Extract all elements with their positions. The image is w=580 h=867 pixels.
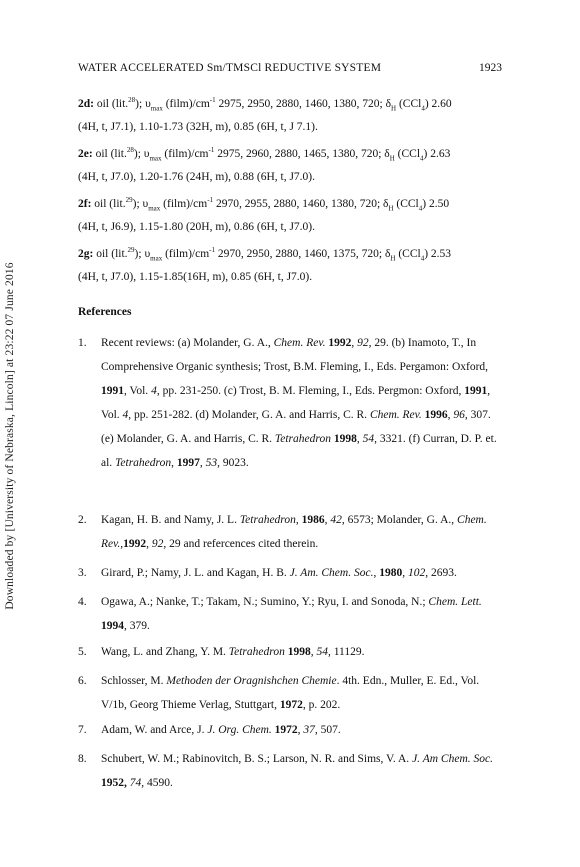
solvent-open: (CCl [398, 248, 421, 260]
reference-segment: 74 [129, 777, 142, 789]
reference-segment: Chem. Rev. [273, 337, 326, 349]
reference-segment: , [447, 409, 454, 421]
reference-text [101, 718, 505, 742]
lit-close: ); [134, 248, 142, 260]
reference-segment: 37 [303, 724, 315, 736]
reference-text [101, 669, 505, 717]
reference-text [101, 640, 505, 664]
oil-lit-text: oil (lit. [96, 98, 129, 110]
solvent-open: (CCl [398, 98, 422, 110]
reference-segment: , [373, 567, 380, 579]
reference-segment: 54 [316, 646, 328, 658]
nmr-first-shift: 2.53 [430, 248, 452, 260]
reference-segment: 1996 [424, 409, 448, 421]
page-number: 1923 [479, 62, 502, 74]
reference-segment: 1952, [101, 777, 127, 789]
reference-text [101, 590, 505, 638]
reference-segment: , 29. (b) Inamoto, T., In Comprehensive Organic synthesis; Trost, B.M. Fleming, I., Eds. Pergamon: Oxford, [101, 337, 489, 373]
max-subscript: max [148, 204, 161, 213]
nmr-first-shift: 2.60 [431, 98, 452, 110]
reference-segment: Recent reviews: (a) Molander, G. A., [101, 337, 274, 349]
reference-segment: Chem. Lett. [428, 596, 482, 608]
nmr-first-shift: 2.63 [430, 148, 451, 160]
reference-segment: 92 [357, 337, 369, 349]
compound-label: 2g: [78, 248, 94, 260]
reference-segment: J. Org. Chem. [207, 724, 272, 736]
reference-segment: 4 [122, 409, 129, 421]
reference-segment: 1980 [379, 567, 403, 579]
compound-ir-line [78, 197, 508, 212]
reference-segment: , [120, 538, 124, 550]
solvent-close: ) [424, 248, 429, 260]
reference-text [101, 331, 505, 475]
reference-segment: Schubert, W. M.; Rabinovitch, B. S.; Larson, N. R. and Sims, V. A. [101, 753, 413, 765]
reference-segment: , 9023. [217, 457, 249, 469]
compound-ir-line [78, 147, 508, 162]
reference-segment: Girard, P.; Namy, J. L. and Kagan, H. B. [101, 567, 290, 579]
compound-nmr-line: (4H, t, J7.0), 1.15-1.85(16H, m), 0.85 (6H, t, J7.0). [78, 271, 313, 283]
running-header [78, 62, 502, 80]
reference-segment: , [351, 337, 358, 349]
reference-segment: , [310, 646, 317, 658]
compound-entry [78, 97, 508, 135]
reference-segment: 1991 [101, 385, 124, 397]
oil-lit-text: oil (lit. [95, 148, 127, 160]
max-subscript: max [149, 154, 162, 163]
reference-segment: , [402, 567, 408, 579]
lit-ref-number: 28 [126, 146, 134, 155]
reference-number: 2. [78, 514, 87, 526]
reference-segment: 1991 [464, 385, 488, 397]
reference-segment: Methoden der Oragnishchen Chemie [166, 675, 337, 687]
reference-segment: , 3321. (f) Curran, D. P. et. al. [101, 433, 497, 469]
reference-segment: , 29 and refercences cited therein. [163, 538, 319, 550]
h-subscript: H [391, 104, 397, 113]
reference-number: 8. [78, 753, 87, 765]
reference-segment: 1992 [328, 337, 352, 349]
reference-segment: 1972 [279, 699, 303, 711]
reference-segment: 42 [330, 514, 342, 526]
reference-segment: , [324, 514, 331, 526]
reference-text [101, 747, 505, 795]
compound-label: 2f: [78, 198, 92, 210]
oil-lit-text: oil (lit. [94, 198, 126, 210]
solvent-open: (CCl [396, 198, 419, 210]
reference-segment: Schlosser, M. [101, 675, 167, 687]
film-unit: (film)/cm [163, 198, 208, 210]
reference-segment: , 11129. [327, 646, 365, 658]
reference-segment: , pp. 231-250. (c) Trost, B. M. Fleming, I., Eds. Pergmon: Oxford, [156, 385, 465, 397]
lit-close: ); [133, 148, 141, 160]
reference-segment: , [171, 457, 177, 469]
film-unit: (film)/cm [165, 98, 210, 110]
reference-segment: , 379. [124, 620, 150, 632]
compound-label: 2d: [78, 98, 94, 110]
reference-text [101, 508, 505, 556]
solvent-close: ) [423, 148, 428, 160]
reference-segment: 54 [362, 433, 375, 445]
references-heading: References [78, 306, 132, 318]
reference-segment: Tetrahedron [274, 433, 331, 445]
compound-nmr-line: (4H, t, J7.1), 1.10-1.73 (32H, m), 0.85 (6H, t, J 7.1). [78, 121, 318, 133]
h-subscript: H [389, 154, 395, 163]
reference-segment: Chem. Rev. [369, 409, 422, 421]
upsilon-symbol: υ [145, 98, 151, 110]
reference-segment: , [199, 457, 206, 469]
reference-segment: 4 [151, 385, 157, 397]
reference-segment: , 507. [314, 724, 341, 736]
upsilon-symbol: υ [142, 198, 149, 210]
ir-values: 2970, 2950, 2880, 1460, 1375, 720; [217, 248, 383, 260]
reference-segment: , pp. 251-282. (d) Molander, G. A. and Harris, C. R. [128, 409, 370, 421]
reference-segment: Tetrahedron [239, 514, 296, 526]
reference-segment: Kagan, H. B. and Namy, J. L. [101, 514, 240, 526]
reference-segment: 1997 [176, 457, 200, 469]
max-subscript: max [150, 104, 163, 113]
compound-ir-line [78, 247, 508, 262]
compound-nmr-line: (4H, t, J6.9), 1.15-1.80 (20H, m), 0.86 (6H, t, J7.0). [78, 221, 316, 233]
reference-segment: , Vol. [124, 385, 152, 397]
reference-segment: , 4590. [141, 777, 173, 789]
compound-ir-line [78, 97, 508, 112]
reference-segment: 1986 [301, 514, 325, 526]
reference-segment: J. Am. Chem. Soc. [289, 567, 374, 579]
reference-segment: Ogawa, A.; Nanke, T.; Takam, N.; Sumino, Y.; Ryu, I. and Sonoda, N.; [101, 596, 429, 608]
reference-segment: , [295, 514, 302, 526]
solvent-subscript: 4 [420, 254, 425, 263]
unit-exponent: -1 [209, 96, 216, 105]
lit-ref-number: 29 [125, 196, 133, 205]
reference-segment: , 2693. [425, 567, 457, 579]
compound-entry [78, 247, 508, 285]
download-note-text: Downloaded by [University of Nebraska, Lincoln] at 23:22 07 June 2016 [4, 262, 16, 610]
lit-close: ); [132, 198, 140, 210]
ir-values: 2970, 2955, 2880, 1460, 1380, 720; [215, 198, 381, 210]
reference-segment: , [297, 724, 304, 736]
unit-exponent: -1 [209, 246, 215, 255]
reference-segment: , [356, 433, 363, 445]
solvent-open: (CCl [397, 148, 421, 160]
solvent-subscript: 4 [418, 204, 423, 213]
lit-ref-number: 29 [127, 246, 135, 255]
lit-ref-number: 28 [128, 96, 136, 105]
reference-number: 6. [78, 675, 87, 687]
reference-number: 5. [78, 646, 87, 658]
reference-segment: Adam, W. and Arce, J. [101, 724, 208, 736]
reference-number: 4. [78, 596, 87, 608]
solvent-subscript: 4 [421, 104, 425, 113]
ir-values: 2975, 2960, 2880, 1465, 1380, 720; [217, 148, 382, 160]
delta-symbol: δ [383, 198, 389, 210]
reference-segment: 1972 [274, 724, 298, 736]
upsilon-symbol: υ [144, 248, 151, 260]
film-unit: (film)/cm [165, 248, 210, 260]
delta-symbol: δ [384, 248, 391, 260]
reference-segment: 53 [205, 457, 218, 469]
film-unit: (film)/cm [164, 148, 209, 160]
reference-segment: 1992 [123, 538, 147, 550]
compound-entry [78, 197, 508, 235]
reference-segment: Chem. Rev. [101, 514, 487, 550]
oil-lit-text: oil (lit. [96, 248, 128, 260]
h-subscript: H [388, 204, 394, 213]
compound-nmr-line: (4H, t, J7.0), 1.20-1.76 (24H, m), 0.88 (6H, t, J7.0). [78, 171, 316, 183]
reference-number: 7. [78, 724, 87, 736]
reference-segment: , 6573; Molander, G. A., [341, 514, 458, 526]
delta-symbol: δ [384, 148, 390, 160]
reference-segment: 96 [453, 409, 465, 421]
h-subscript: H [390, 254, 396, 263]
reference-text [101, 561, 505, 585]
reference-segment: Tetrahedron [115, 457, 172, 469]
reference-segment: . 4th. Edn., Muller, E. Ed., Vol. V/1b, Georg Thieme Verlag, Stuttgart, [101, 675, 480, 711]
delta-symbol: δ [385, 98, 392, 110]
compound-entry [78, 147, 508, 185]
running-title: WATER ACCELERATED Sm/TMSCl REDUCTIVE SYSTEM [78, 62, 382, 74]
reference-number: 3. [78, 567, 87, 579]
nmr-first-shift: 2.50 [428, 198, 450, 210]
unit-exponent: -1 [207, 196, 214, 205]
reference-segment: 92 [151, 538, 164, 550]
reference-segment: 102 [407, 567, 426, 579]
reference-segment: , Vol. [101, 385, 491, 421]
reference-segment: 1998 [333, 433, 357, 445]
max-subscript: max [150, 254, 163, 263]
reference-number: 1. [78, 337, 87, 349]
lit-close: ); [135, 98, 143, 110]
reference-segment: , 307. (e) Molander, G. A. and Harris, C. R. [101, 409, 491, 445]
solvent-subscript: 4 [420, 154, 424, 163]
solvent-close: ) [422, 198, 427, 210]
upsilon-symbol: υ [143, 148, 150, 160]
ir-values: 2975, 2950, 2880, 1460, 1380, 720; [218, 98, 383, 110]
reference-segment: 1998 [287, 646, 311, 658]
reference-segment: Wang, L. and Zhang, Y. M. [101, 646, 229, 658]
reference-segment: , p. 202. [302, 699, 341, 711]
compound-label: 2e: [78, 148, 93, 160]
solvent-close: ) [424, 98, 429, 110]
reference-segment: J. Am Chem. Soc. [412, 753, 493, 765]
unit-exponent: -1 [208, 146, 215, 155]
reference-segment: , [146, 538, 152, 550]
reference-segment: 1994 [101, 620, 124, 632]
reference-segment: Tetrahedron [228, 646, 285, 658]
download-watermark [2, 236, 18, 636]
